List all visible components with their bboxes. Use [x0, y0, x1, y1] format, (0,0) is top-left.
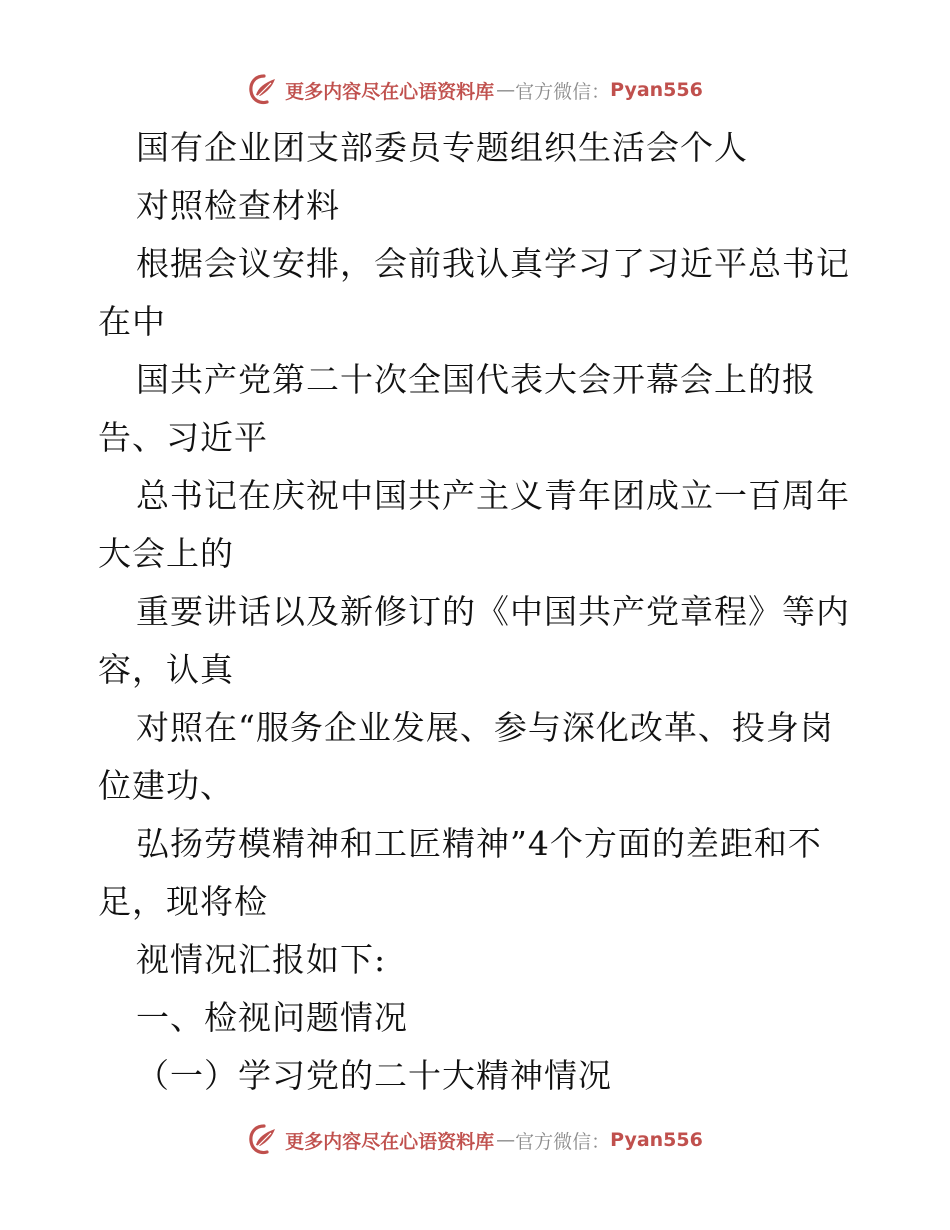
subsection-heading: （一）学习党的二十大精神情况	[136, 1056, 612, 1095]
body-line: 对照检查材料	[136, 186, 340, 225]
body-line: 国共产党第二十次全国代表大会开幕会上的报	[136, 360, 816, 399]
banner-wechat-label: 官方微信：	[515, 80, 611, 103]
body-line: 足，现将检	[98, 882, 268, 921]
body-line: 对照在“服务企业发展、参与深化改革、投身岗	[136, 708, 834, 747]
banner-dash: —	[496, 79, 514, 101]
quill-swirl-icon	[247, 73, 281, 107]
body-line: 根据会议安排，会前我认真学习了习近平总书记	[136, 244, 850, 283]
body-line: 告、习近平	[98, 418, 268, 457]
body-line: 位建功、	[98, 766, 234, 805]
banner-site-text: 更多内容尽在心语资料库	[285, 80, 495, 103]
banner-wechat-id: Pyan556	[610, 79, 703, 101]
header-banner	[0, 70, 950, 110]
body-line: 重要讲话以及新修订的《中国共产党章程》等内	[136, 592, 850, 631]
banner-site-text: 更多内容尽在心语资料库	[285, 1130, 495, 1153]
body-line: 弘扬劳模精神和工匠精神”4个方面的差距和不	[136, 824, 822, 863]
banner-wechat-id: Pyan556	[610, 1129, 703, 1151]
body-line: 大会上的	[98, 534, 234, 573]
body-line: 视情况汇报如下:	[136, 940, 387, 979]
body-line: 国有企业团支部委员专题组织生活会个人	[136, 128, 748, 167]
body-line: 总书记在庆祝中国共产主义青年团成立一百周年	[136, 476, 850, 515]
quill-swirl-icon	[247, 1123, 281, 1157]
banner-wechat-label: 官方微信：	[515, 1130, 611, 1153]
banner-dash: —	[496, 1129, 514, 1151]
section-heading: 一、检视问题情况	[136, 998, 408, 1037]
footer-banner	[0, 1120, 950, 1160]
body-line: 容，认真	[98, 650, 234, 689]
body-line: 在中	[98, 302, 166, 341]
